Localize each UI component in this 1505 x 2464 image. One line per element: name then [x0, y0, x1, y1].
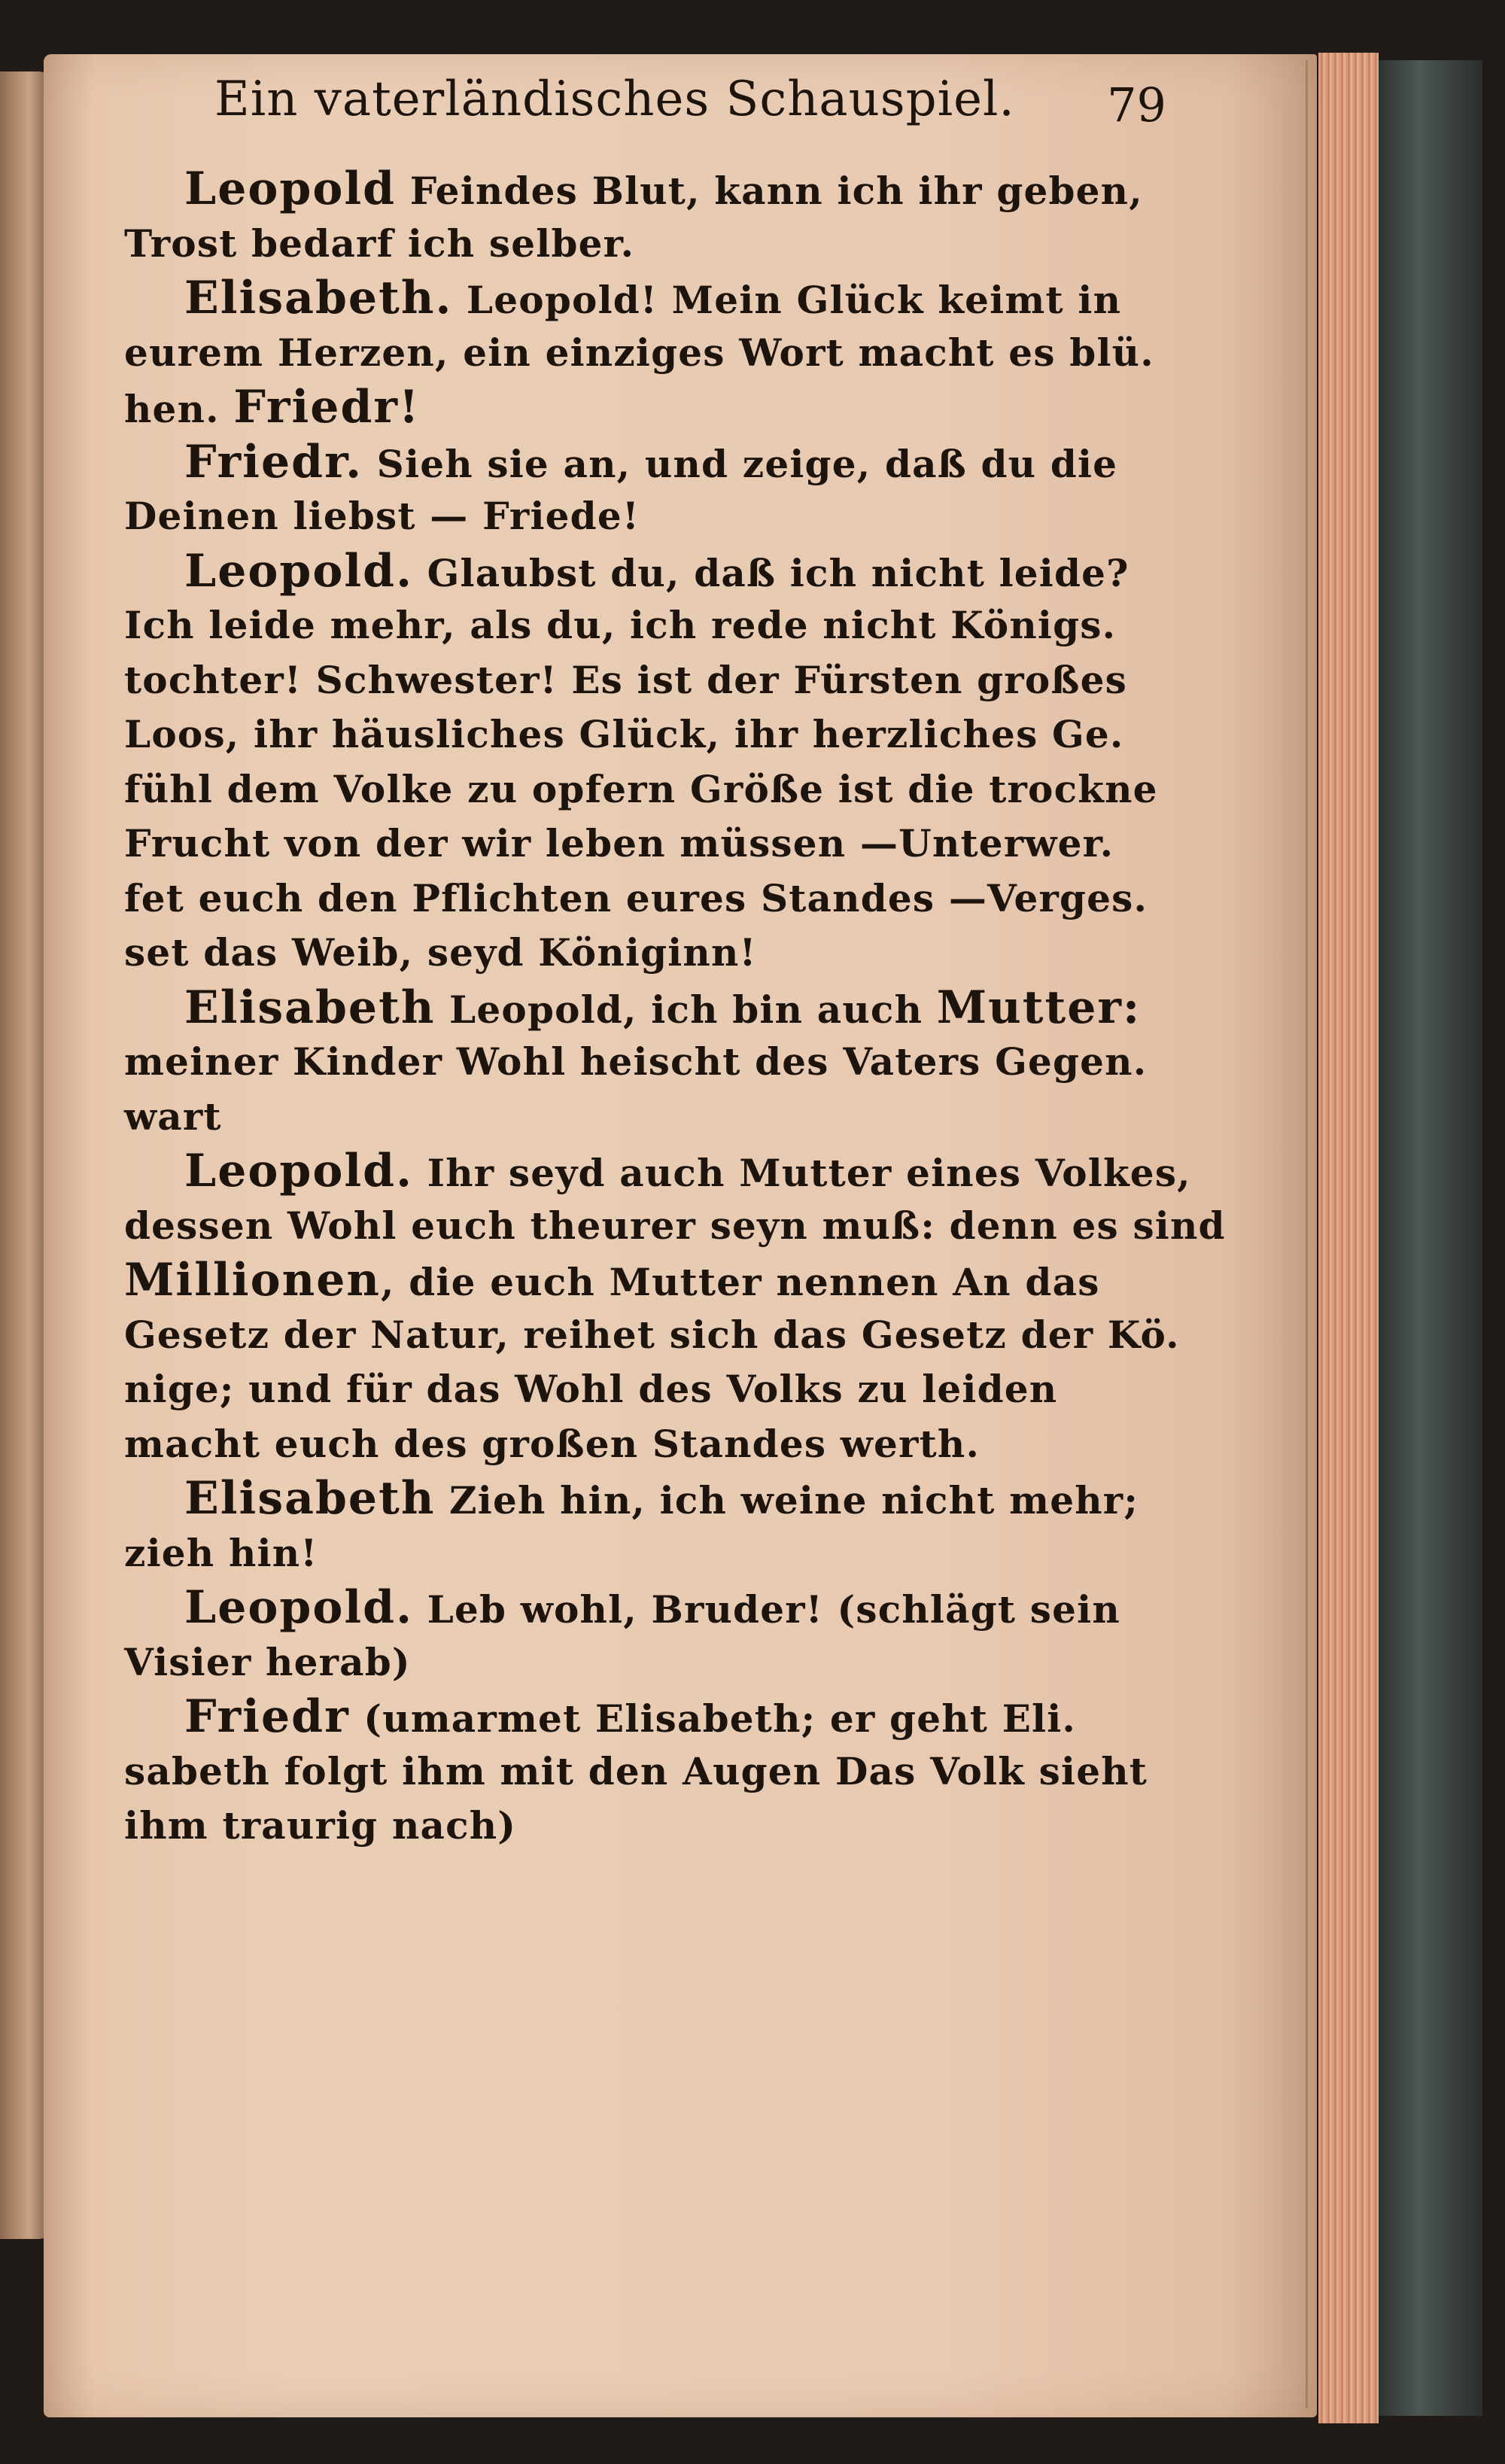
line-text: Loos, ihr häusliches Glück, ihr herzliches Ge.	[124, 712, 1124, 756]
text-line	[124, 1090, 1166, 1145]
line-text: wart	[124, 1094, 222, 1139]
text-line	[124, 598, 1166, 653]
line-text: Ich leide mehr, als du, ich rede nicht Königs.	[124, 603, 1117, 647]
speaker-name: Leopold.	[184, 1145, 413, 1197]
speaker-name: Leopold	[184, 163, 397, 215]
line-text: eurem Herzen, ein einziges Wort macht es blü.	[124, 330, 1154, 375]
text-line	[124, 217, 1166, 272]
line-text: tochter! Schwester! Es ist der Fürsten großes	[124, 657, 1127, 702]
line-text: ihm traurig nach)	[124, 1803, 517, 1848]
text-line	[124, 981, 1166, 1036]
page-text	[124, 71, 1226, 1854]
line-text: Gesetz der Natur, reihet sich das Gesetz der Kö.	[124, 1312, 1180, 1357]
line-text: fühl dem Volke zu opfern Größe ist die trockne	[124, 766, 1158, 811]
speaker-name: Friedr	[184, 1690, 350, 1743]
text-line	[124, 1635, 1166, 1690]
text-line	[124, 380, 1166, 435]
speaker-name: Friedr!	[233, 381, 421, 433]
line-text: dessen Wohl euch theurer seyn muß: denn es sind	[124, 1203, 1226, 1248]
speaker-name: Leopold.	[184, 1581, 413, 1634]
line-text: Feindes Blut, kann ich ihr geben,	[396, 169, 1143, 213]
text-line	[124, 544, 1166, 599]
text-line	[124, 1471, 1166, 1526]
text-line	[124, 1199, 1226, 1254]
text-line	[124, 872, 1166, 926]
text-line	[124, 1526, 1166, 1581]
text-line	[124, 1035, 1166, 1090]
book-cover-edge	[1379, 60, 1482, 2416]
line-text: Glaubst du, daß ich nicht leide?	[413, 550, 1130, 595]
line-text: Zieh hin, ich weine nicht mehr;	[435, 1478, 1139, 1523]
line-text: meiner Kinder Wohl heischt des Vaters Gegen.	[124, 1039, 1148, 1084]
text-line	[124, 1253, 1166, 1308]
text-line	[124, 1799, 1166, 1854]
text-body	[124, 162, 1226, 1854]
line-text: Sieh sie an, und zeige, daß du die	[363, 441, 1118, 486]
line-text: Leopold, ich bin auch	[435, 987, 937, 1032]
text-line	[124, 271, 1166, 326]
running-head: Ein vaterländisches Schauspiel.	[214, 71, 1015, 127]
text-line	[124, 817, 1166, 872]
text-line	[124, 1144, 1191, 1199]
speaker-name: Elisabeth	[184, 1472, 436, 1525]
text-line	[124, 707, 1166, 762]
line-text: fet euch den Pflichten eures Standes —Verges.	[124, 875, 1148, 920]
text-line	[124, 162, 1166, 217]
text-line	[124, 1362, 1166, 1417]
page-stack-edge	[1318, 53, 1379, 2423]
text-line	[124, 1580, 1166, 1635]
speaker-name: Leopold.	[184, 544, 413, 598]
line-text: Visier herab)	[124, 1639, 411, 1684]
text-line	[124, 1308, 1180, 1363]
text-line	[124, 653, 1166, 708]
text-line	[124, 762, 1166, 817]
line-text: Leopold! Mein Glück keimt in	[452, 278, 1122, 322]
line-text: Deinen liebst — Friede!	[124, 494, 640, 538]
speaker-name: Elisabeth.	[184, 272, 453, 324]
text-line	[124, 326, 1166, 381]
line-text: , die euch Mutter nennen An das	[381, 1260, 1100, 1304]
line-text: Trost bedarf ich selber.	[124, 221, 635, 266]
speaker-name: Elisabeth	[184, 981, 436, 1034]
page-number: 79	[1107, 78, 1166, 132]
speaker-name: Friedr.	[184, 435, 363, 488]
line-text: Leb wohl, Bruder! (schlägt sein	[413, 1587, 1120, 1632]
line-text: macht euch des großen Standes werth.	[124, 1421, 981, 1466]
emphasized-word: Mutter:	[936, 981, 1142, 1034]
page-header	[124, 71, 1166, 162]
emphasized-word: Millionen	[124, 1254, 382, 1307]
text-line	[124, 1417, 1166, 1472]
line-text: nige; und für das Wohl des Volks zu leiden	[124, 1367, 1058, 1411]
line-text: sabeth folgt ihm mit den Augen Das Volk sieht	[124, 1748, 1148, 1793]
text-line	[124, 1690, 1166, 1745]
line-text: Ihr seyd auch Mutter eines Volkes,	[413, 1151, 1191, 1195]
line-text: Frucht von der wir leben müssen —Unterwer.	[124, 821, 1114, 865]
page-edge-line	[1306, 60, 1308, 2408]
line-text: hen.	[124, 387, 234, 431]
text-line	[124, 926, 1166, 981]
text-line	[124, 489, 1166, 544]
text-line	[124, 435, 1166, 490]
line-text: set das Weib, seyd Königinn!	[124, 930, 757, 975]
text-line	[124, 1745, 1166, 1799]
line-text: (umarmet Elisabeth; er geht Eli.	[349, 1696, 1076, 1741]
line-text: zieh hin!	[124, 1530, 318, 1575]
